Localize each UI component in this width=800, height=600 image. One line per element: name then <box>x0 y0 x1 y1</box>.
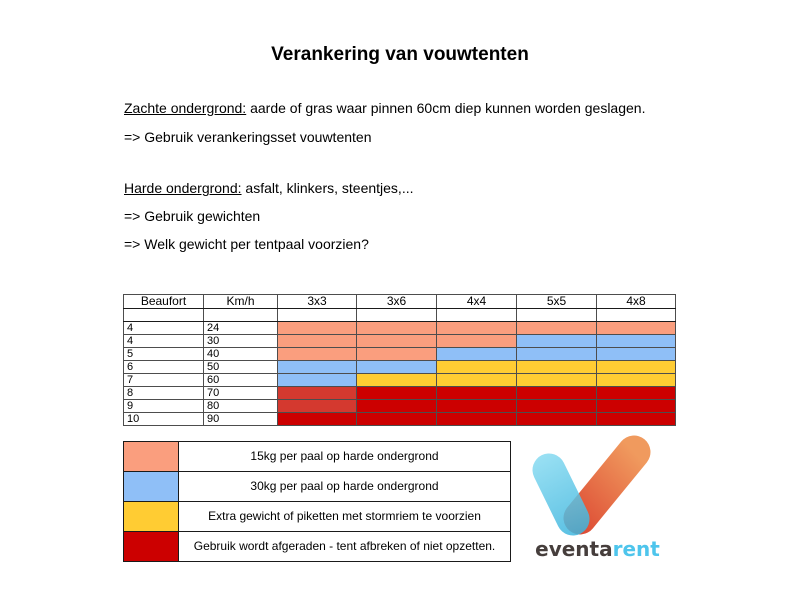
eventarent-logo-text <box>530 538 665 560</box>
wind-cell <box>278 322 357 335</box>
kmh-cell: 90 <box>204 413 278 426</box>
col-header-4x8: 4x8 <box>597 295 676 309</box>
table-header-row <box>124 295 676 309</box>
legend-text: 30kg per paal op harde ondergrond <box>179 472 511 502</box>
wind-cell <box>357 400 437 413</box>
wind-cell <box>278 387 357 400</box>
kmh-cell: 80 <box>204 400 278 413</box>
table-row <box>124 335 676 348</box>
wind-cell <box>597 322 676 335</box>
wind-cell <box>597 335 676 348</box>
wind-cell <box>278 361 357 374</box>
soft-ground-label: Zachte ondergrond: <box>124 100 247 116</box>
col-header-3x6: 3x6 <box>357 295 437 309</box>
wind-cell <box>278 400 357 413</box>
beaufort-cell: 8 <box>124 387 204 400</box>
spacer-cell <box>204 309 278 322</box>
col-header-3x3: 3x3 <box>278 295 357 309</box>
wind-weight-table <box>123 294 676 426</box>
spacer-cell <box>517 309 597 322</box>
spacer-cell <box>278 309 357 322</box>
wind-cell <box>517 361 597 374</box>
spacer-cell <box>357 309 437 322</box>
legend-text: Extra gewicht of piketten met stormriem te voorzien <box>179 502 511 532</box>
wind-cell <box>517 374 597 387</box>
wind-cell <box>597 374 676 387</box>
wind-cell <box>278 413 357 426</box>
spacer-cell <box>597 309 676 322</box>
wind-cell <box>278 374 357 387</box>
page-title: Verankering van vouwtenten <box>271 44 529 65</box>
col-header-4x4: 4x4 <box>437 295 517 309</box>
legend-row <box>124 502 511 532</box>
table-row <box>124 322 676 335</box>
wind-cell <box>517 335 597 348</box>
logo-blue-arm <box>549 470 573 519</box>
legend-row <box>124 472 511 502</box>
table-row <box>124 400 676 413</box>
wind-cell <box>517 387 597 400</box>
wind-cell <box>357 374 437 387</box>
wind-cell <box>597 361 676 374</box>
col-header-beaufort: Beaufort <box>124 295 204 309</box>
soft-ground-text: aarde of gras waar pinnen 60cm diep kunnen worden geslagen. <box>246 100 646 116</box>
legend-swatch-salmon <box>124 442 179 472</box>
beaufort-cell: 7 <box>124 374 204 387</box>
wind-cell <box>517 348 597 361</box>
wind-cell <box>437 348 517 361</box>
legend-swatch-red <box>124 532 179 562</box>
table-row <box>124 374 676 387</box>
kmh-cell: 24 <box>204 322 278 335</box>
kmh-cell: 30 <box>204 335 278 348</box>
beaufort-cell: 5 <box>124 348 204 361</box>
table-row <box>124 387 676 400</box>
legend-text: 15kg per paal op harde ondergrond <box>179 442 511 472</box>
col-header-5x5: 5x5 <box>517 295 597 309</box>
logo-text-eventa: eventa <box>535 537 613 561</box>
wind-cell <box>437 361 517 374</box>
beaufort-cell: 4 <box>124 322 204 335</box>
wind-cell <box>437 400 517 413</box>
legend-table <box>123 441 511 562</box>
logo-orange-arm <box>580 452 634 518</box>
wind-cell <box>597 348 676 361</box>
legend-row <box>124 442 511 472</box>
hard-ground-action-2: => Welk gewicht per tentpaal voorzien? <box>124 236 369 252</box>
spacer-cell <box>437 309 517 322</box>
wind-cell <box>517 413 597 426</box>
eventarent-logo-mark <box>530 435 665 540</box>
legend-row <box>124 532 511 562</box>
table-row <box>124 361 676 374</box>
logo-text-rent: rent <box>612 537 660 561</box>
wind-cell <box>437 413 517 426</box>
wind-cell <box>597 400 676 413</box>
beaufort-cell: 10 <box>124 413 204 426</box>
wind-cell <box>437 387 517 400</box>
table-row <box>124 348 676 361</box>
kmh-cell: 50 <box>204 361 278 374</box>
soft-ground-line <box>124 100 645 117</box>
beaufort-cell: 6 <box>124 361 204 374</box>
col-header-kmh: Km/h <box>204 295 278 309</box>
hard-ground-label: Harde ondergrond: <box>124 180 242 196</box>
beaufort-cell: 4 <box>124 335 204 348</box>
wind-cell <box>357 387 437 400</box>
legend-swatch-blue <box>124 472 179 502</box>
soft-ground-action: => Gebruik verankeringsset vouwtenten <box>124 129 372 145</box>
wind-cell <box>357 361 437 374</box>
legend-text: Gebruik wordt afgeraden - tent afbreken of niet opzetten. <box>179 532 511 562</box>
wind-cell <box>357 413 437 426</box>
wind-cell <box>517 322 597 335</box>
wind-cell <box>357 348 437 361</box>
kmh-cell: 60 <box>204 374 278 387</box>
hard-ground-text: asfalt, klinkers, steentjes,... <box>241 180 414 196</box>
legend-swatch-yellow <box>124 502 179 532</box>
wind-cell <box>437 322 517 335</box>
spacer-cell <box>124 309 204 322</box>
kmh-cell: 70 <box>204 387 278 400</box>
hard-ground-line <box>124 180 414 197</box>
table-spacer-row <box>124 309 676 322</box>
wind-cell <box>278 335 357 348</box>
table-row <box>124 413 676 426</box>
hard-ground-action-1: => Gebruik gewichten <box>124 208 261 224</box>
wind-cell <box>597 413 676 426</box>
beaufort-cell: 9 <box>124 400 204 413</box>
wind-cell <box>437 335 517 348</box>
wind-cell <box>278 348 357 361</box>
wind-cell <box>597 387 676 400</box>
wind-cell <box>517 400 597 413</box>
wind-cell <box>437 374 517 387</box>
wind-cell <box>357 322 437 335</box>
kmh-cell: 40 <box>204 348 278 361</box>
wind-cell <box>357 335 437 348</box>
